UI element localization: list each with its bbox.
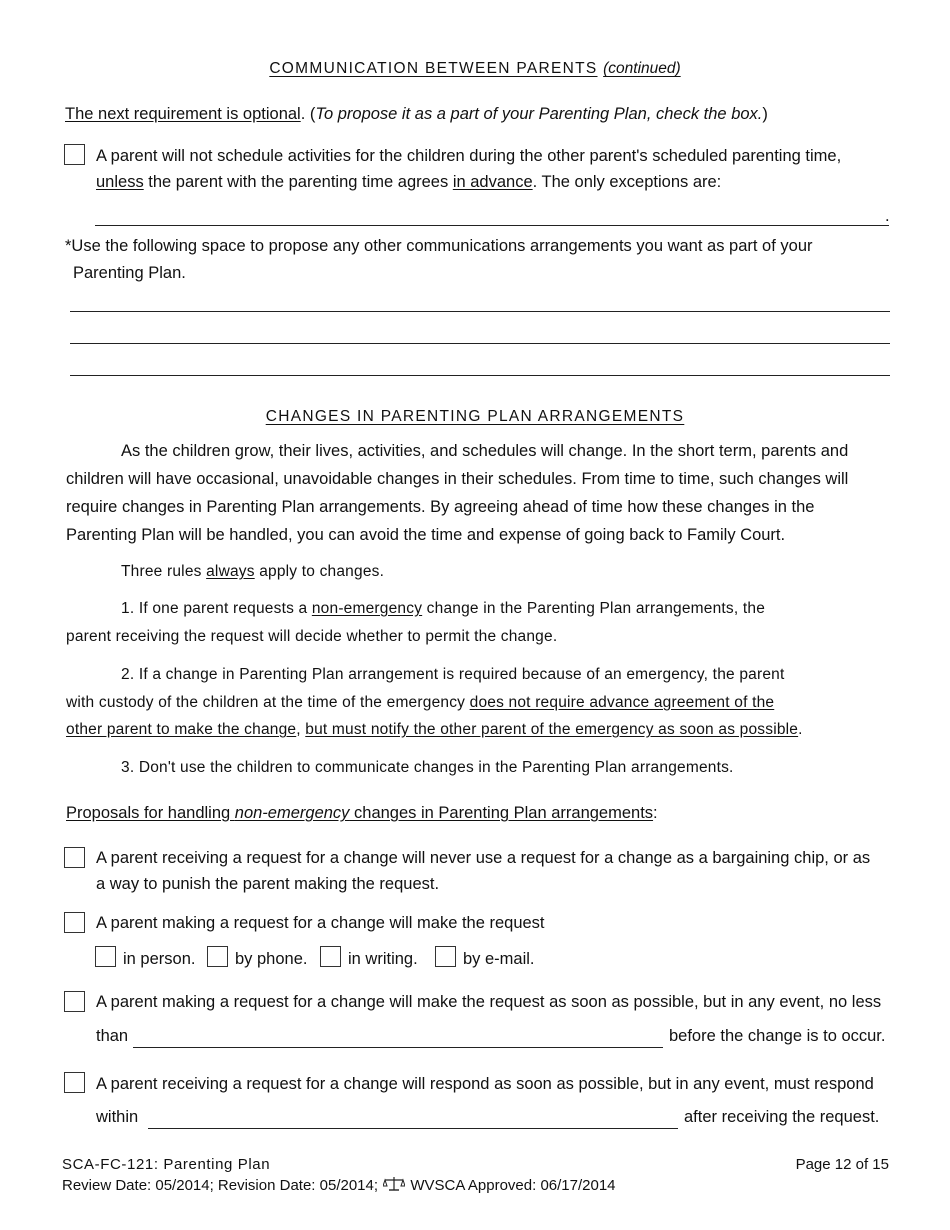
- by-phone-label: by phone.: [235, 950, 308, 968]
- advance-notice-than: than: [96, 1027, 129, 1045]
- footer-page-number: Page 12 of 15: [795, 1156, 889, 1173]
- rule2-line3-comma: ,: [296, 721, 306, 738]
- request-method-checkbox[interactable]: [64, 912, 85, 933]
- no-bargaining-line2: a way to punish the parent making the request.: [96, 875, 440, 893]
- response-time-field[interactable]: [148, 1128, 678, 1129]
- advance-notice-field[interactable]: [133, 1047, 663, 1048]
- request-method-line1: A parent making a request for a change will make the request: [96, 914, 545, 932]
- other-arrangements-line-3[interactable]: [70, 375, 890, 376]
- three-rules-line: [121, 561, 384, 583]
- no-scheduling-end: . The only exceptions are:: [532, 173, 722, 191]
- in-advance-text: in advance: [452, 173, 533, 191]
- footer-form-id: SCA-FC-121: Parenting Plan: [62, 1156, 271, 1173]
- other-arrangements-line-2[interactable]: [70, 343, 890, 344]
- proposals-lead-italic: non-emergency: [234, 804, 350, 822]
- three-rules-post: apply to changes.: [254, 563, 385, 580]
- rule1-post: change in the Parenting Plan arrangements, the: [422, 600, 766, 617]
- no-scheduling-checkbox[interactable]: [64, 144, 85, 165]
- rule2-line1: 2. If a change in Parenting Plan arrangement is required because of an emergency, the parent: [121, 666, 785, 683]
- response-time-within: within: [96, 1108, 139, 1126]
- rule2-line3-underlined-2: but must notify the other parent of the emergency as soon as possible: [305, 721, 799, 738]
- by-email-checkbox[interactable]: [435, 946, 456, 967]
- rule1-line1: [121, 598, 765, 620]
- footer-approved-date: WVSCA Approved: 06/17/2014: [410, 1177, 616, 1194]
- no-bargaining-checkbox[interactable]: [64, 847, 85, 868]
- unless-text: unless: [96, 173, 144, 191]
- communication-heading-continued: (continued): [603, 60, 681, 77]
- optional-requirement-note: [65, 103, 768, 125]
- optional-paren-open: . (: [300, 105, 316, 123]
- exceptions-period: .: [885, 207, 890, 225]
- in-writing-label: in writing.: [348, 950, 418, 968]
- rule2-line2: [66, 692, 774, 714]
- proposals-lead: [66, 802, 658, 824]
- advance-notice-checkbox[interactable]: [64, 991, 85, 1012]
- changes-para-line3: require changes in Parenting Plan arrangements. By agreeing ahead of time how these changes in the: [66, 498, 815, 516]
- changes-para-line1: As the children grow, their lives, activities, and schedules will change. In the short term, parents and: [121, 442, 849, 460]
- response-time-checkbox[interactable]: [64, 1072, 85, 1093]
- rule2-line2-underlined: does not require advance agreement of the: [469, 694, 775, 711]
- rule1-pre: 1. If one parent requests a: [121, 600, 312, 617]
- proposals-lead-pre: Proposals for handling: [66, 804, 235, 822]
- rule2-line3: [66, 719, 803, 741]
- optional-lead: The next requirement is optional: [65, 105, 301, 123]
- response-time-line1: A parent receiving a request for a change will respond as soon as possible, but in any event, must respond: [96, 1075, 874, 1093]
- rule1-line2: parent receiving the request will decide whether to permit the change.: [66, 628, 558, 645]
- changes-heading-text: CHANGES IN PARENTING PLAN ARRANGEMENTS: [265, 408, 685, 425]
- no-scheduling-line2: [96, 171, 721, 193]
- footer-review-dates: Review Date: 05/2014; Revision Date: 05/2014;: [62, 1177, 379, 1194]
- exceptions-field[interactable]: [95, 225, 889, 226]
- in-person-checkbox[interactable]: [95, 946, 116, 967]
- rule3-line: 3. Don't use the children to communicate changes in the Parenting Plan arrangements.: [121, 759, 734, 776]
- by-email-label: by e-mail.: [463, 950, 535, 968]
- three-rules-pre: Three rules: [121, 563, 207, 580]
- use-space-line1: *Use the following space to propose any other communications arrangements you want as part of your: [65, 237, 813, 255]
- rule2-line3-end: .: [798, 721, 803, 738]
- changes-heading: [0, 408, 950, 426]
- footer-dates: [62, 1176, 616, 1196]
- no-scheduling-line1: A parent will not schedule activities for the children during the other parent's scheduled parenting time,: [96, 147, 842, 165]
- advance-notice-line1: A parent making a request for a change will make the request as soon as possible, but in any event, no less: [96, 993, 882, 1011]
- in-person-label: in person.: [123, 950, 196, 968]
- always-text: always: [206, 563, 255, 580]
- scales-of-justice-icon: [383, 1176, 405, 1192]
- rule2-line3-underlined-1: other parent to make the change: [66, 721, 297, 738]
- other-arrangements-line-1[interactable]: [70, 311, 890, 312]
- by-phone-checkbox[interactable]: [207, 946, 228, 967]
- rule2-line2-pre: with custody of the children at the time of the emergency: [66, 694, 470, 711]
- proposals-lead-post: changes in Parenting Plan arrangements: [349, 804, 654, 822]
- changes-para-line4: Parenting Plan will be handled, you can avoid the time and expense of going back to Family Court.: [66, 526, 786, 544]
- in-writing-checkbox[interactable]: [320, 946, 341, 967]
- optional-paren-close: ): [762, 105, 768, 123]
- no-scheduling-mid: the parent with the parenting time agrees: [143, 173, 453, 191]
- advance-notice-after: before the change is to occur.: [669, 1027, 886, 1045]
- use-space-line2: Parenting Plan.: [73, 264, 186, 282]
- no-bargaining-line1: A parent receiving a request for a change will never use a request for a change as a bargaining chip, or as: [96, 849, 871, 867]
- optional-instruction: To propose it as a part of your Parenting Plan, check the box.: [315, 105, 763, 123]
- response-time-after: after receiving the request.: [684, 1108, 880, 1126]
- communication-heading: [0, 60, 950, 78]
- non-emergency-text: non-emergency: [311, 600, 423, 617]
- communication-heading-text: COMMUNICATION BETWEEN PARENTS: [269, 60, 598, 77]
- changes-para-line2: children will have occasional, unavoidable changes in their schedules. From time to time, such changes will: [66, 470, 849, 488]
- proposals-lead-colon: :: [653, 804, 658, 822]
